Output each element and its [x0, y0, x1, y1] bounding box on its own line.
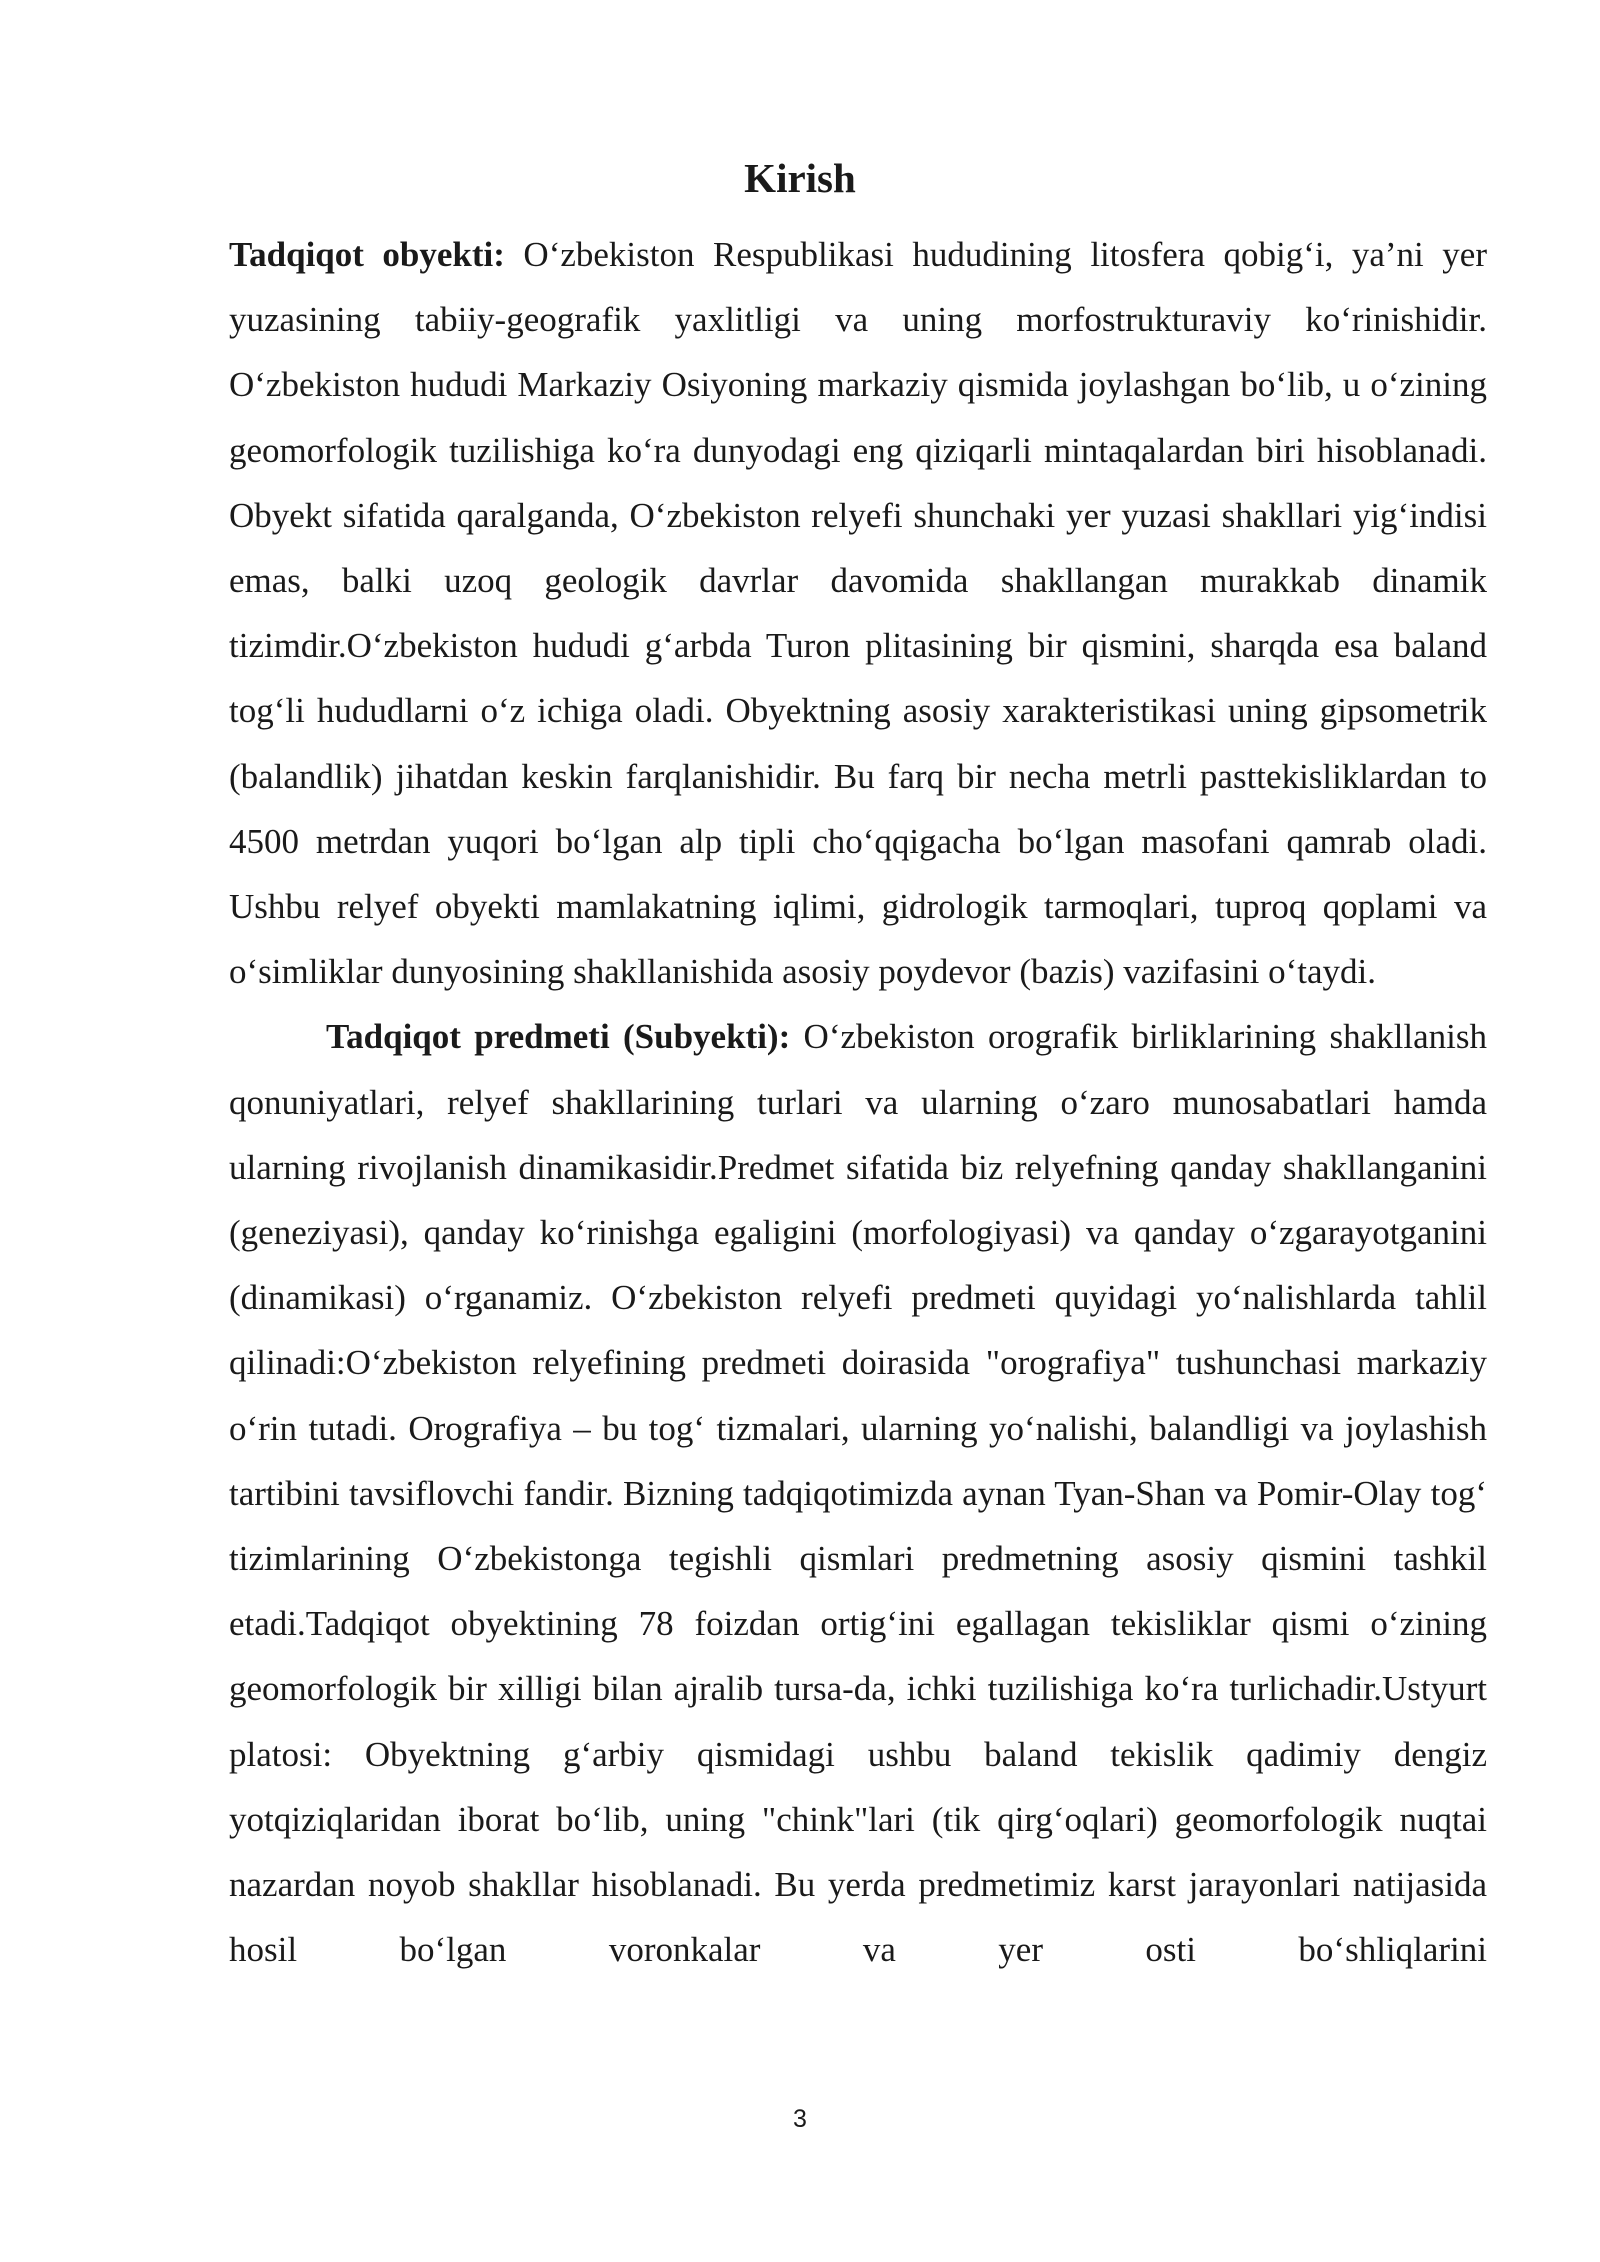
document-body — [229, 222, 1487, 1982]
paragraph-object — [229, 222, 1487, 1004]
page-number: 3 — [793, 2105, 807, 2133]
paragraph-subject — [229, 1004, 1487, 1982]
paragraph-text-object: O‘zbekiston Respublikasi hududining litosfera qobig‘i, ya’ni yer yuzasining tabiiy-geografik yaxlitligi va uning morfostrukturaviy ko‘rinishidir. O‘zbekiston hududi Markaziy Osiyoning markaziy qismida joylashgan bo‘lib, u o‘zining geomorfologik tuzilishiga ko‘ra dunyodagi eng qiziqarli mintaqalardan biri hisoblanadi. Obyekt sifatida qaralganda, O‘zbekiston relyefi shunchaki yer yuzasi shakllari yig‘indisi emas, balki uzoq geologik davrlar davomida shakllangan murakkab dinamik tizimdir.O‘zbekiston hududi g‘arbda Turon plitasining bir qismini, sharqda esa baland tog‘li hududlarni o‘z ichiga oladi. Obyektning asosiy xarakteristikasi uning gipsometrik (balandlik) jihatdan keskin farqlanishidir. Bu farq bir necha metrli pasttekisliklardan to 4500 metrdan yuqori bo‘lgan alp tipli cho‘qqigacha bo‘lgan masofani qamrab oladi. Ushbu relyef obyekti mamlakatning iqlimi, gidrologik tarmoqlari, tuproq qoplami va o‘simliklar dunyosining shakllanishida asosiy poydevor (bazis) vazifasini o‘taydi. — [229, 235, 1487, 992]
paragraph-text-subject: O‘zbekiston orografik birliklarining shakllanish qonuniyatlari, relyef shakllarining turlari va ularning o‘zaro munosabatlari hamda ularning rivojlanish dinamikasidir.Predmet sifatida biz relyefning qanday shakllanganini (geneziyasi), qanday ko‘rinishga egaligini (morfologiyasi) va qanday o‘zgarayotganini (dinamikasi) o‘rganamiz. O‘zbekiston relyefi predmeti quyidagi yo‘nalishlarda tahlil qilinadi:O‘zbekiston relyefining predmeti doirasida "orografiya" tushunchasi markaziy o‘rin tutadi. Orografiya – bu tog‘ tizmalari, ularning yo‘nalishi, balandligi va joylashish tartibini tavsiflovchi fandir. Bizning tadqiqotimizda aynan Tyan-Shan va Pomir-Olay tog‘ tizimlarining O‘zbekistonga tegishli qismlari predmetning asosiy qismini tashkil etadi.Tadqiqot obyektining 78 foizdan ortig‘ini egallagan tekisliklar qismi o‘zining geomorfologik bir xilligi bilan ajralib tursa-da, ichki tuzilishiga ko‘ra turlichadir.Ustyurt platosi: Obyektning g‘arbiy qismidagi ushbu baland tekislik qadimiy dengiz yotqiziqlaridan iborat bo‘lib, uning "chink"lari (tik qirg‘oqlari) geomorfologik nuqtai nazardan noyob shakllar hisoblanadi. Bu yerda predmetimiz karst jarayonlari natijasida hosil bo‘lgan voronkalar va yer osti bo‘shliqlarini — [229, 1017, 1487, 1970]
page-title: Kirish — [744, 155, 856, 201]
paragraph-lead-object: Tadqiqot obyekti: — [229, 235, 505, 274]
paragraph-lead-subject: Tadqiqot predmeti (Subyekti): — [326, 1017, 791, 1057]
